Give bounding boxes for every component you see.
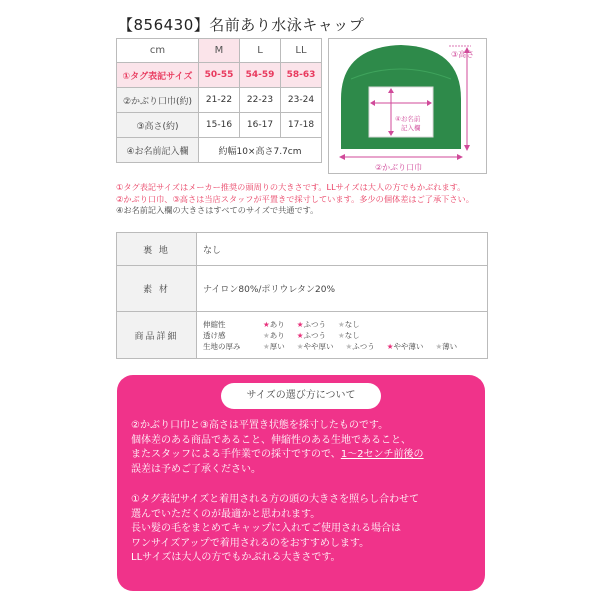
cell: 50-55	[199, 63, 240, 88]
width-label: ②かぶり口巾	[375, 163, 423, 172]
star-icon: ★	[435, 341, 443, 351]
cap-illustration	[329, 39, 488, 175]
lining-value: なし	[197, 233, 488, 266]
detail-option	[263, 319, 285, 330]
guide-line: 誤差は予めご了承ください。	[131, 463, 261, 475]
material-value: ナイロン80%/ポリウレタン20%	[197, 266, 488, 312]
table-row	[117, 312, 488, 359]
star-icon: ★	[337, 330, 345, 340]
cell: 54-59	[240, 63, 281, 88]
detail-option-label: あり	[269, 330, 285, 340]
cell: 22-23	[240, 88, 281, 113]
star-icon: ★	[296, 341, 304, 351]
guide-line	[131, 448, 424, 463]
table-row	[117, 88, 322, 113]
guide-line: 個体差のある商品であること、伸縮性のある生地であること、	[131, 434, 411, 446]
details-cell	[197, 312, 488, 359]
table-row	[117, 113, 322, 138]
detail-option	[297, 341, 334, 352]
material-table	[116, 232, 488, 359]
detail-option-label: ふつう	[352, 341, 375, 351]
detail-name: 透け感	[203, 330, 226, 340]
detail-option	[297, 330, 326, 341]
cell: 15-16	[199, 113, 240, 138]
page-title: 【856430】名前あり水泳キャップ	[118, 16, 365, 34]
note-line: ②かぶり口巾、③高さは当店スタッフが平置きで採寸しています。多少の個体差はご了承下さい。	[116, 193, 474, 204]
details-label: 商品詳細	[117, 312, 197, 359]
unit-header: cm	[117, 39, 199, 63]
guide-line: ①タグ表記サイズと着用される方の頭の大きさを照らし合わせて	[131, 494, 420, 505]
star-icon: ★	[345, 341, 353, 351]
size-guide-box	[117, 375, 485, 591]
detail-option	[338, 319, 360, 330]
detail-option-label: なし	[344, 319, 360, 329]
star-icon: ★	[296, 319, 304, 329]
detail-option	[387, 341, 424, 352]
detail-option-label: やや薄い	[393, 341, 424, 351]
star-icon: ★	[337, 319, 345, 329]
row-label: ②かぶり口巾(約)	[117, 88, 199, 113]
size-table	[116, 38, 322, 163]
detail-option-label: なし	[344, 330, 360, 340]
detail-option	[435, 341, 457, 352]
detail-name: 伸縮性	[203, 319, 226, 329]
size-table-header	[117, 39, 322, 63]
star-icon: ★	[263, 330, 270, 340]
detail-option	[338, 330, 360, 341]
table-row	[117, 63, 322, 88]
guide-line: ワンサイズアップで着用されるのをおすすめします。	[131, 537, 370, 549]
detail-row	[203, 319, 487, 330]
name-label-1: ④お名前	[395, 115, 421, 123]
table-row	[117, 138, 322, 163]
details-list	[203, 319, 487, 352]
size-notes	[116, 182, 474, 217]
detail-option-label: 厚い	[269, 341, 285, 351]
size-l-header: L	[240, 39, 281, 63]
row-label: ③高さ(約)	[117, 113, 199, 138]
detail-option	[263, 330, 285, 341]
name-area-size: 約幅10×高さ7.7cm	[199, 138, 322, 163]
guide-heading: サイズの選び方について	[221, 383, 381, 409]
guide-underlined-text: 1～2センチ前後の	[340, 449, 424, 460]
guide-text: またスタッフによる手作業での採寸ですので、	[131, 449, 341, 460]
guide-line: LLサイズは大人の方でもかぶれる大きさです。	[131, 552, 341, 563]
material-label: 素 材	[117, 266, 197, 312]
detail-option-label: ふつう	[303, 319, 326, 329]
detail-option-label: あり	[269, 319, 285, 329]
cell: 17-18	[281, 113, 322, 138]
size-ll-header: LL	[281, 39, 322, 63]
table-row	[117, 233, 488, 266]
cap-diagram	[328, 38, 487, 174]
height-label: ③高さ	[451, 50, 475, 59]
row-label: ④お名前記入欄	[117, 138, 199, 163]
detail-option-label: 薄い	[442, 341, 458, 351]
name-label-2: 記入欄	[401, 124, 421, 132]
guide-line: 選んでいただくのが最適かと思われます。	[131, 508, 321, 520]
cell: 23-24	[281, 88, 322, 113]
lining-label: 裏 地	[117, 233, 197, 266]
detail-option	[345, 341, 374, 352]
cell: 58-63	[281, 63, 322, 88]
guide-line: 長い髪の毛をまとめてキャップに入れてご使用される場合は	[131, 523, 401, 534]
size-m-header: M	[199, 39, 240, 63]
detail-row	[203, 341, 487, 352]
detail-row	[203, 330, 487, 341]
star-icon: ★	[263, 341, 270, 351]
note-line: ①タグ表記サイズはメーカー推奨の頭周りの大きさです。LLサイズは大人の方でもかぶれます。	[116, 182, 466, 192]
detail-option	[297, 319, 326, 330]
star-icon: ★	[296, 330, 304, 340]
cell: 16-17	[240, 113, 281, 138]
cell: 21-22	[199, 88, 240, 113]
star-icon: ★	[263, 319, 270, 329]
detail-option-label: やや厚い	[303, 341, 334, 351]
note-line: ④お名前記入欄の大きさはすべてのサイズで共通です。	[116, 205, 319, 215]
row-label: ①タグ表記サイズ	[117, 63, 199, 88]
table-row	[117, 266, 488, 312]
detail-option	[263, 341, 285, 352]
guide-line: ②かぶり口巾と③高さは平置き状態を採寸したものです。	[131, 420, 389, 431]
star-icon: ★	[386, 341, 394, 351]
detail-name: 生地の厚み	[203, 341, 241, 351]
detail-option-label: ふつう	[303, 330, 326, 340]
